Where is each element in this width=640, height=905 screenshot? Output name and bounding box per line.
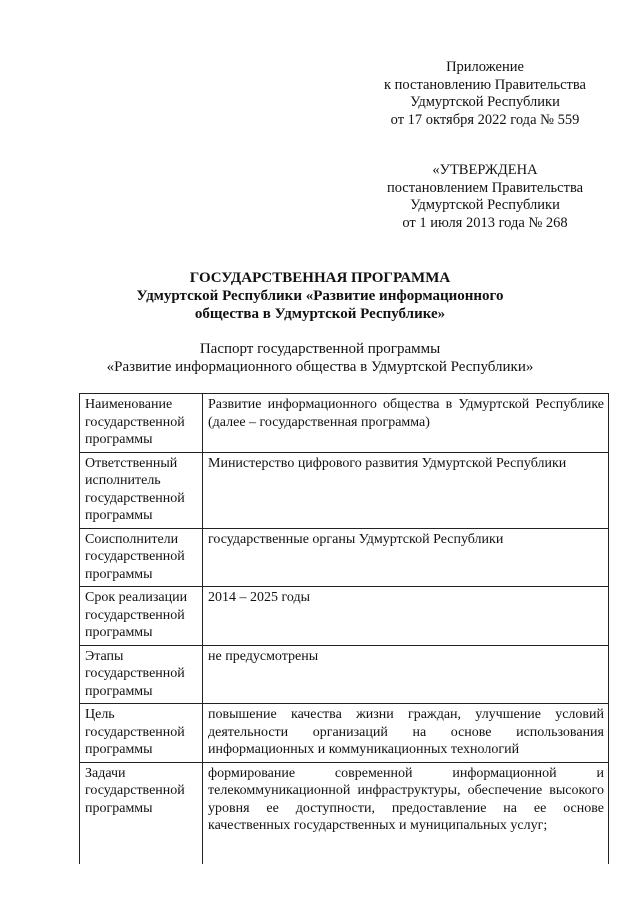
passport-table (79, 393, 609, 864)
table-row (80, 528, 609, 587)
title-line: ГОСУДАРСТВЕННАЯ ПРОГРАММА (189, 270, 451, 286)
appendix-line: Приложение (446, 59, 524, 75)
table-row (80, 762, 609, 864)
appendix-note (350, 59, 620, 129)
row-value: Развитие информационного общества в Удмуртской Республике (далее – государственная программа) (203, 394, 609, 453)
row-label: Этапы государственной программы (80, 645, 203, 704)
document-title (0, 269, 640, 323)
row-value: формирование современной информационной и телекоммуникационной инфраструктуры, обеспечение высокого уровня ее доступности, предоставление на ее основе качественных государственных и муниципальных услуг; (203, 762, 609, 864)
row-label: Соисполнители государственной программы (80, 528, 203, 587)
appendix-line: от 17 октября 2022 года № 559 (390, 111, 580, 128)
row-value: повышение качества жизни граждан, улучшение условий деятельности организаций на основе использования информационных и коммуникационных технологий (203, 704, 609, 763)
row-value: государственные органы Удмуртской Республики (203, 528, 609, 587)
table-row (80, 587, 609, 646)
approval-line: Удмуртской Республики (410, 197, 560, 213)
table-row (80, 704, 609, 763)
approval-line: «УТВЕРЖДЕНА (432, 162, 538, 178)
row-label: Наименование государственной программы (80, 394, 203, 453)
approval-line: от 1 июля 2013 года № 268 (402, 214, 568, 231)
table-row (80, 645, 609, 704)
approval-line: постановлением Правительства (386, 179, 584, 196)
row-value: Министерство цифрового развития Удмуртской Республики (203, 452, 609, 528)
table-row (80, 394, 609, 453)
row-label: Ответственный исполнитель государственной программы (80, 452, 203, 528)
passport-line: Паспорт государственной программы (199, 341, 441, 357)
row-value: 2014 – 2025 годы (203, 587, 609, 646)
row-label: Задачи государственной программы (80, 762, 203, 864)
passport-heading (0, 340, 640, 376)
passport-line: «Развитие информационного общества в Удмуртской Республики» (106, 359, 534, 375)
row-label: Срок реализации государственной программы (80, 587, 203, 646)
table-row (80, 452, 609, 528)
appendix-line: Удмуртской Республики (410, 94, 560, 110)
title-line: Удмуртской Республики «Развитие информационного (136, 288, 504, 304)
title-line: общества в Удмуртской Республике» (194, 306, 446, 322)
appendix-line: к постановлению Правительства (384, 76, 586, 93)
approval-note (355, 162, 615, 232)
row-label: Цель государственной программы (80, 704, 203, 763)
row-value: не предусмотрены (203, 645, 609, 704)
